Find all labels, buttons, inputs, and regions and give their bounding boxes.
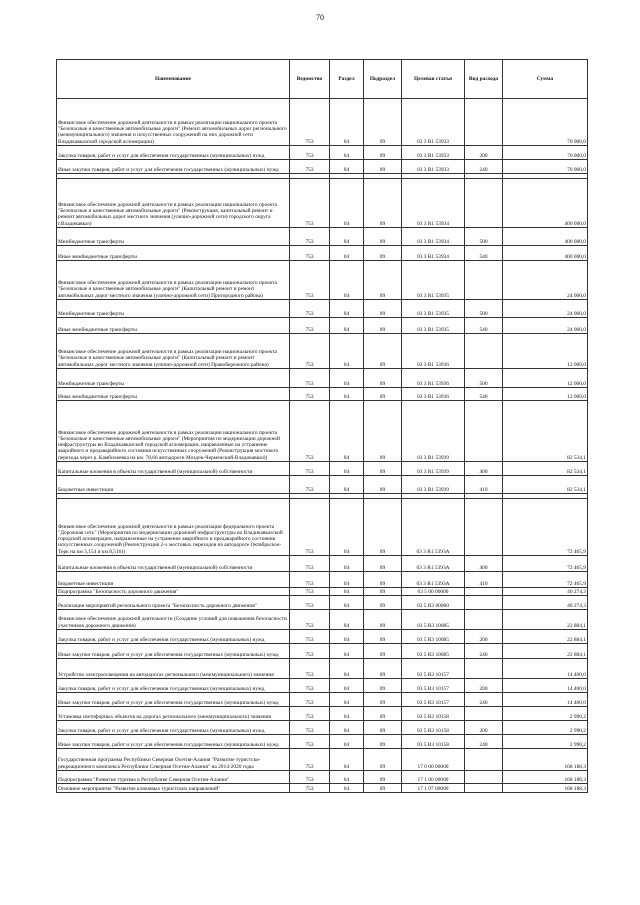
- cell-razdel: 04: [330, 334, 364, 369]
- cell-podrazdel: 09: [364, 610, 402, 630]
- cell-sum: 168 188,3: [503, 771, 588, 784]
- cell-expense: [465, 749, 503, 771]
- cell-sum: 168 188,3: [503, 749, 588, 771]
- cell-sum: 40 274,3: [503, 596, 588, 610]
- cell-sum: 2 990,2: [503, 707, 588, 721]
- table-row: [57, 334, 588, 369]
- header-expense: Вид расхода: [465, 60, 503, 99]
- cell-vedomstvo: 753: [290, 334, 330, 369]
- cell-target: 03 3 R1 5393А: [402, 556, 465, 572]
- cell-name: Финансовое обеспечение дорожной деятельности в рамках реализации национального проекта "Безопасные и качественные автомобильные дороги" (Капитальный ремонт и ремонт автомобильных дорог местного значения (улично-дорожной сети) Правобережного района): [57, 334, 290, 369]
- cell-podrazdel: 09: [364, 318, 402, 334]
- cell-target: 03 5 R3 10157: [402, 679, 465, 693]
- cell-sum: 72 465,9: [503, 556, 588, 572]
- cell-vedomstvo: 753: [290, 749, 330, 771]
- cell-sum: 14 400,0: [503, 659, 588, 679]
- cell-vedomstvo: 753: [290, 369, 330, 388]
- cell-razdel: 04: [330, 300, 364, 318]
- cell-target: 17 1 00 00000: [402, 771, 465, 784]
- cell-podrazdel: 09: [364, 160, 402, 174]
- cell-podrazdel: 09: [364, 644, 402, 659]
- cell-sum: 22 884,1: [503, 630, 588, 644]
- cell-sum: 14 400,0: [503, 679, 588, 693]
- cell-podrazdel: 09: [364, 246, 402, 261]
- cell-expense: [465, 659, 503, 679]
- cell-name: Закупка товаров, работ и услуг для обеспечения государственных (муниципальных) нужд: [57, 630, 290, 644]
- cell-target: 03 5 R3 10085: [402, 630, 465, 644]
- cell-vedomstvo: 753: [290, 588, 330, 596]
- cell-razdel: 04: [330, 556, 364, 572]
- cell-podrazdel: 09: [364, 556, 402, 572]
- cell-target: 03 3 R1 53936: [402, 388, 465, 401]
- cell-podrazdel: 09: [364, 784, 402, 793]
- cell-target: 03 5 00 00000: [402, 588, 465, 596]
- cell-razdel: 04: [330, 261, 364, 300]
- cell-expense: [465, 588, 503, 596]
- cell-razdel: 04: [330, 784, 364, 793]
- cell-sum: 70 000,0: [503, 99, 588, 146]
- cell-expense: 500: [465, 300, 503, 318]
- cell-vedomstvo: 753: [290, 693, 330, 707]
- table-header-row: [57, 60, 588, 99]
- cell-podrazdel: 09: [364, 369, 402, 388]
- cell-expense: [465, 784, 503, 793]
- cell-vedomstvo: 753: [290, 261, 330, 300]
- cell-name: Финансовое обеспечение дорожной деятельности в рамках реализации национального проекта "Безопасные и качественные автомобильные дороги" (Реконструкция, капитальный ремонт и ремонт автомобильных дорог местного значения (улично-дорожной сети) городского округа г.Владикавказ): [57, 179, 290, 228]
- cell-expense: [465, 179, 503, 228]
- cell-vedomstvo: 753: [290, 707, 330, 721]
- cell-sum: 82 534,1: [503, 401, 588, 462]
- cell-vedomstvo: 753: [290, 160, 330, 174]
- header-sum: Сумма: [503, 60, 588, 99]
- table-row: [57, 771, 588, 784]
- cell-target: 03 5 R3 10158: [402, 707, 465, 721]
- table-row: [57, 388, 588, 401]
- cell-expense: [465, 334, 503, 369]
- cell-razdel: 04: [330, 318, 364, 334]
- cell-podrazdel: 09: [364, 499, 402, 556]
- cell-expense: 240: [465, 160, 503, 174]
- cell-razdel: 04: [330, 401, 364, 462]
- cell-vedomstvo: 753: [290, 610, 330, 630]
- cell-target: 03 5 R3 10157: [402, 659, 465, 679]
- cell-name: Финансовое обеспечение дорожной деятельности в рамках реализации национального проекта "Безопасные и качественные автомобильные дороги" (Мероприятия по модернизации дорожной инфраструктуры во Владикавказской городской агломерации, направленные на устранение аварийного и предаварийного состояния искусственных сооружений (Реконструкция мостового перехода через р. Камбилеевка на км. 78,66 автодороги Моздок-Черменский-Владикавказ)): [57, 401, 290, 462]
- page-number: 70: [316, 13, 324, 22]
- cell-razdel: 04: [330, 160, 364, 174]
- cell-sum: 24 000,0: [503, 318, 588, 334]
- cell-vedomstvo: 753: [290, 499, 330, 556]
- cell-razdel: 04: [330, 588, 364, 596]
- cell-name: Подпрограмма "Развитие туризма в Республике Северная Осетия-Алания": [57, 771, 290, 784]
- cell-expense: 500: [465, 228, 503, 246]
- cell-target: 03 5 R3 10085: [402, 610, 465, 630]
- cell-expense: 200: [465, 721, 503, 735]
- cell-podrazdel: 09: [364, 679, 402, 693]
- cell-podrazdel: 09: [364, 476, 402, 494]
- cell-name: Реализация мероприятий регионального проекта "Безопасность дорожного движения": [57, 596, 290, 610]
- cell-vedomstvo: 753: [290, 462, 330, 476]
- budget-table: [56, 59, 588, 793]
- cell-razdel: 04: [330, 388, 364, 401]
- cell-razdel: 04: [330, 693, 364, 707]
- cell-razdel: 04: [330, 771, 364, 784]
- cell-podrazdel: 09: [364, 749, 402, 771]
- cell-name: Основное мероприятие "Развитие ключевых туристских направлений": [57, 784, 290, 793]
- cell-podrazdel: 09: [364, 146, 402, 160]
- table-row: [57, 659, 588, 679]
- cell-razdel: 04: [330, 572, 364, 588]
- table-row: [57, 784, 588, 793]
- cell-podrazdel: 09: [364, 572, 402, 588]
- cell-target: 03 3 R1 53933: [402, 99, 465, 146]
- cell-target: 03 5 R3 10158: [402, 735, 465, 749]
- cell-expense: 500: [465, 369, 503, 388]
- cell-target: 03 3 R1 5393А: [402, 572, 465, 588]
- cell-sum: 12 000,0: [503, 334, 588, 369]
- cell-name: Межбюджетные трансферты: [57, 300, 290, 318]
- cell-target: 03 3 R1 53933: [402, 146, 465, 160]
- cell-name: Межбюджетные трансферты: [57, 369, 290, 388]
- cell-name: Иные межбюджетные трансферты: [57, 246, 290, 261]
- cell-sum: 40 274,3: [503, 588, 588, 596]
- cell-name: Финансовое обеспечение дорожной деятельности в рамках реализации национального проекта "Безопасные и качественные автомобильные дороги" (Ремонт автомобильных дорог регионального (межмуниципального) значения и искусственных сооружений на них дорожной сети Владикавказской городской агломерации): [57, 99, 290, 146]
- table-row: [57, 588, 588, 596]
- table-row: [57, 261, 588, 300]
- cell-name: Финансовое обеспечение дорожной деятельности в рамках реализации национального проекта "Безопасные и качественные автомобильные дороги" (Капитальный ремонт и ремонт автомобильных дорог местного значения (улично-дорожной сети) Пригородного района): [57, 261, 290, 300]
- cell-razdel: 04: [330, 721, 364, 735]
- cell-expense: 200: [465, 630, 503, 644]
- cell-vedomstvo: 753: [290, 300, 330, 318]
- cell-target: 03 3 R1 53935: [402, 318, 465, 334]
- cell-name: Иные закупки товаров, работ и услуг для обеспечения государственных (муниципальных) нужд: [57, 693, 290, 707]
- cell-podrazdel: 09: [364, 771, 402, 784]
- cell-expense: 540: [465, 246, 503, 261]
- cell-sum: 14 400,0: [503, 693, 588, 707]
- cell-name: Финансовое обеспечение дорожной деятельности (Создание условий для повышения безопасности участников дорожного движения): [57, 610, 290, 630]
- cell-name: Финансовое обеспечение дорожной деятельности в рамках реализации федерального проекта "Дорожная сеть" (Мероприятия по модернизации дорожной инфраструктуры во Владикавказской городской агломерации, направленные на устранение аварийного и предаварийного состояния искусственных сооружений (Реконструкция 2-х мостовых переходов на автодороге Октябрьское-Терк на км 3,154 и км 8,516)): [57, 499, 290, 556]
- cell-vedomstvo: 753: [290, 572, 330, 588]
- cell-target: 17 0 00 00000: [402, 749, 465, 771]
- cell-target: 03 5 R3 00000: [402, 596, 465, 610]
- cell-vedomstvo: 753: [290, 556, 330, 572]
- cell-sum: 24 000,0: [503, 261, 588, 300]
- cell-vedomstvo: 753: [290, 771, 330, 784]
- cell-sum: 70 000,0: [503, 160, 588, 174]
- cell-sum: 82 534,1: [503, 462, 588, 476]
- cell-razdel: 04: [330, 369, 364, 388]
- cell-target: 03 3 R1 53934: [402, 246, 465, 261]
- cell-expense: 400: [465, 462, 503, 476]
- cell-expense: 540: [465, 388, 503, 401]
- cell-vedomstvo: 753: [290, 179, 330, 228]
- cell-expense: [465, 596, 503, 610]
- cell-expense: [465, 99, 503, 146]
- cell-razdel: 04: [330, 146, 364, 160]
- cell-target: 03 3 R1 53936: [402, 334, 465, 369]
- cell-expense: [465, 261, 503, 300]
- cell-vedomstvo: 753: [290, 401, 330, 462]
- table-row: [57, 610, 588, 630]
- cell-vedomstvo: 753: [290, 596, 330, 610]
- table-row: [57, 499, 588, 556]
- cell-name: Иные закупки товаров, работ и услуг для обеспечения государственных (муниципальных) нужд: [57, 160, 290, 174]
- cell-razdel: 04: [330, 749, 364, 771]
- cell-razdel: 04: [330, 644, 364, 659]
- cell-name: Подпрограмма "Безопасность дорожного движения": [57, 588, 290, 596]
- table-row: [57, 160, 588, 174]
- table-row: [57, 679, 588, 693]
- table-row: [57, 749, 588, 771]
- table-row: [57, 246, 588, 261]
- cell-podrazdel: 09: [364, 401, 402, 462]
- cell-podrazdel: 09: [364, 596, 402, 610]
- cell-podrazdel: 09: [364, 228, 402, 246]
- table-row: [57, 401, 588, 462]
- cell-sum: 2 990,2: [503, 721, 588, 735]
- cell-razdel: 04: [330, 707, 364, 721]
- table-row: [57, 300, 588, 318]
- cell-expense: [465, 401, 503, 462]
- cell-podrazdel: 09: [364, 735, 402, 749]
- header-name: Наименование: [57, 60, 290, 99]
- cell-sum: 400 000,0: [503, 246, 588, 261]
- table-row: [57, 318, 588, 334]
- cell-podrazdel: 09: [364, 300, 402, 318]
- cell-sum: 72 465,9: [503, 499, 588, 556]
- cell-name: Иные межбюджетные трансферты: [57, 388, 290, 401]
- cell-podrazdel: 09: [364, 99, 402, 146]
- cell-name: Бюджетные инвестиции: [57, 476, 290, 494]
- cell-target: 03 3 R1 5393А: [402, 499, 465, 556]
- cell-expense: 200: [465, 679, 503, 693]
- cell-target: 03 3 R1 53936: [402, 369, 465, 388]
- header-target: Целевая статья: [402, 60, 465, 99]
- cell-expense: [465, 499, 503, 556]
- cell-razdel: 04: [330, 246, 364, 261]
- cell-name: Капитальные вложения в объекты государственной (муниципальной) собственности: [57, 462, 290, 476]
- table-row: [57, 462, 588, 476]
- cell-sum: 72 465,9: [503, 572, 588, 588]
- cell-vedomstvo: 753: [290, 246, 330, 261]
- cell-target: 03 3 R1 53939: [402, 476, 465, 494]
- cell-razdel: 04: [330, 462, 364, 476]
- cell-razdel: 04: [330, 679, 364, 693]
- table-row: [57, 556, 588, 572]
- cell-sum: 22 884,1: [503, 610, 588, 630]
- cell-razdel: 04: [330, 735, 364, 749]
- cell-target: 03 3 R1 53939: [402, 401, 465, 462]
- cell-target: 03 5 R3 10157: [402, 693, 465, 707]
- cell-razdel: 04: [330, 99, 364, 146]
- cell-expense: 240: [465, 644, 503, 659]
- table-row: [57, 707, 588, 721]
- table-row: [57, 735, 588, 749]
- cell-vedomstvo: 753: [290, 630, 330, 644]
- table-row: [57, 644, 588, 659]
- cell-podrazdel: 09: [364, 588, 402, 596]
- table-row: [57, 146, 588, 160]
- cell-razdel: 04: [330, 596, 364, 610]
- cell-expense: 410: [465, 476, 503, 494]
- cell-name: Бюджетные инвестиции: [57, 572, 290, 588]
- cell-podrazdel: 09: [364, 630, 402, 644]
- cell-podrazdel: 09: [364, 659, 402, 679]
- cell-razdel: 04: [330, 610, 364, 630]
- table-row: [57, 693, 588, 707]
- cell-name: Иные межбюджетные трансферты: [57, 318, 290, 334]
- cell-vedomstvo: 753: [290, 721, 330, 735]
- cell-vedomstvo: 753: [290, 388, 330, 401]
- cell-expense: [465, 771, 503, 784]
- cell-podrazdel: 09: [364, 261, 402, 300]
- cell-vedomstvo: 753: [290, 99, 330, 146]
- header-vedomstvo: Ведомство: [290, 60, 330, 99]
- cell-sum: 168 188,3: [503, 784, 588, 793]
- cell-vedomstvo: 753: [290, 228, 330, 246]
- cell-vedomstvo: 753: [290, 644, 330, 659]
- cell-expense: 200: [465, 146, 503, 160]
- cell-sum: 24 000,0: [503, 300, 588, 318]
- header-razdel: Раздел: [330, 60, 364, 99]
- cell-podrazdel: 09: [364, 334, 402, 369]
- header-podrazdel: Подраздел: [364, 60, 402, 99]
- table-body: [57, 99, 588, 793]
- table-row: [57, 228, 588, 246]
- cell-expense: [465, 610, 503, 630]
- cell-razdel: 04: [330, 630, 364, 644]
- cell-razdel: 04: [330, 659, 364, 679]
- table-row: [57, 476, 588, 494]
- cell-vedomstvo: 753: [290, 735, 330, 749]
- cell-vedomstvo: 753: [290, 318, 330, 334]
- cell-podrazdel: 09: [364, 179, 402, 228]
- cell-name: Иные закупки товаров, работ и услуг для обеспечения государственных (муниципальных) нужд: [57, 735, 290, 749]
- cell-podrazdel: 09: [364, 462, 402, 476]
- table-row: [57, 596, 588, 610]
- cell-target: 03 3 R1 53934: [402, 179, 465, 228]
- cell-target: 03 5 R3 10158: [402, 721, 465, 735]
- cell-vedomstvo: 753: [290, 146, 330, 160]
- cell-target: 03 3 R1 53933: [402, 160, 465, 174]
- cell-name: Установка светофорных объектов на дорогах регионального (межмуниципального) значения: [57, 707, 290, 721]
- cell-target: 03 3 R1 53935: [402, 261, 465, 300]
- cell-sum: 400 000,0: [503, 179, 588, 228]
- cell-sum: 82 534,1: [503, 476, 588, 494]
- cell-sum: 12 000,0: [503, 369, 588, 388]
- cell-razdel: 04: [330, 228, 364, 246]
- table-row: [57, 721, 588, 735]
- cell-razdel: 04: [330, 499, 364, 556]
- table-row: [57, 99, 588, 146]
- cell-sum: 22 884,1: [503, 644, 588, 659]
- cell-vedomstvo: 753: [290, 659, 330, 679]
- cell-target: 03 3 R1 53935: [402, 300, 465, 318]
- cell-sum: 12 000,0: [503, 388, 588, 401]
- cell-name: Закупка товаров, работ и услуг для обеспечения государственных (муниципальных) нужд: [57, 146, 290, 160]
- cell-podrazdel: 09: [364, 721, 402, 735]
- cell-podrazdel: 09: [364, 388, 402, 401]
- cell-name: Межбюджетные трансферты: [57, 228, 290, 246]
- cell-expense: 240: [465, 693, 503, 707]
- cell-name: Капитальные вложения в объекты государственной (муниципальной) собственности: [57, 556, 290, 572]
- cell-name: Устройство электроосвещения на автодорогах регионального (межмуниципального) значения: [57, 659, 290, 679]
- table-row: [57, 179, 588, 228]
- cell-sum: 400 000,0: [503, 228, 588, 246]
- cell-razdel: 04: [330, 476, 364, 494]
- cell-target: 17 1 07 00000: [402, 784, 465, 793]
- cell-name: Закупка товаров, работ и услуг для обеспечения государственных (муниципальных) нужд: [57, 721, 290, 735]
- table-row: [57, 572, 588, 588]
- cell-expense: 240: [465, 735, 503, 749]
- cell-vedomstvo: 753: [290, 784, 330, 793]
- cell-vedomstvo: 753: [290, 679, 330, 693]
- cell-podrazdel: 09: [364, 707, 402, 721]
- cell-target: 03 3 R1 53934: [402, 228, 465, 246]
- cell-expense: 400: [465, 556, 503, 572]
- cell-name: Иные закупки товаров, работ и услуг для обеспечения государственных (муниципальных) нужд: [57, 644, 290, 659]
- cell-name: Закупка товаров, работ и услуг для обеспечения государственных (муниципальных) нужд: [57, 679, 290, 693]
- cell-podrazdel: 09: [364, 693, 402, 707]
- cell-target: 03 3 R1 53939: [402, 462, 465, 476]
- table-row: [57, 630, 588, 644]
- cell-razdel: 04: [330, 179, 364, 228]
- cell-target: 03 5 R3 10085: [402, 644, 465, 659]
- table-row: [57, 369, 588, 388]
- cell-name: Государственная программа Республики Северная Осетия-Алания "Развитие туристско-рекреационного комплекса Республики Северная Осетия-Алания" на 2014-2020 годы: [57, 749, 290, 771]
- cell-expense: [465, 707, 503, 721]
- cell-expense: 410: [465, 572, 503, 588]
- cell-sum: 70 000,0: [503, 146, 588, 160]
- cell-expense: 540: [465, 318, 503, 334]
- cell-vedomstvo: 753: [290, 476, 330, 494]
- cell-sum: 2 990,2: [503, 735, 588, 749]
